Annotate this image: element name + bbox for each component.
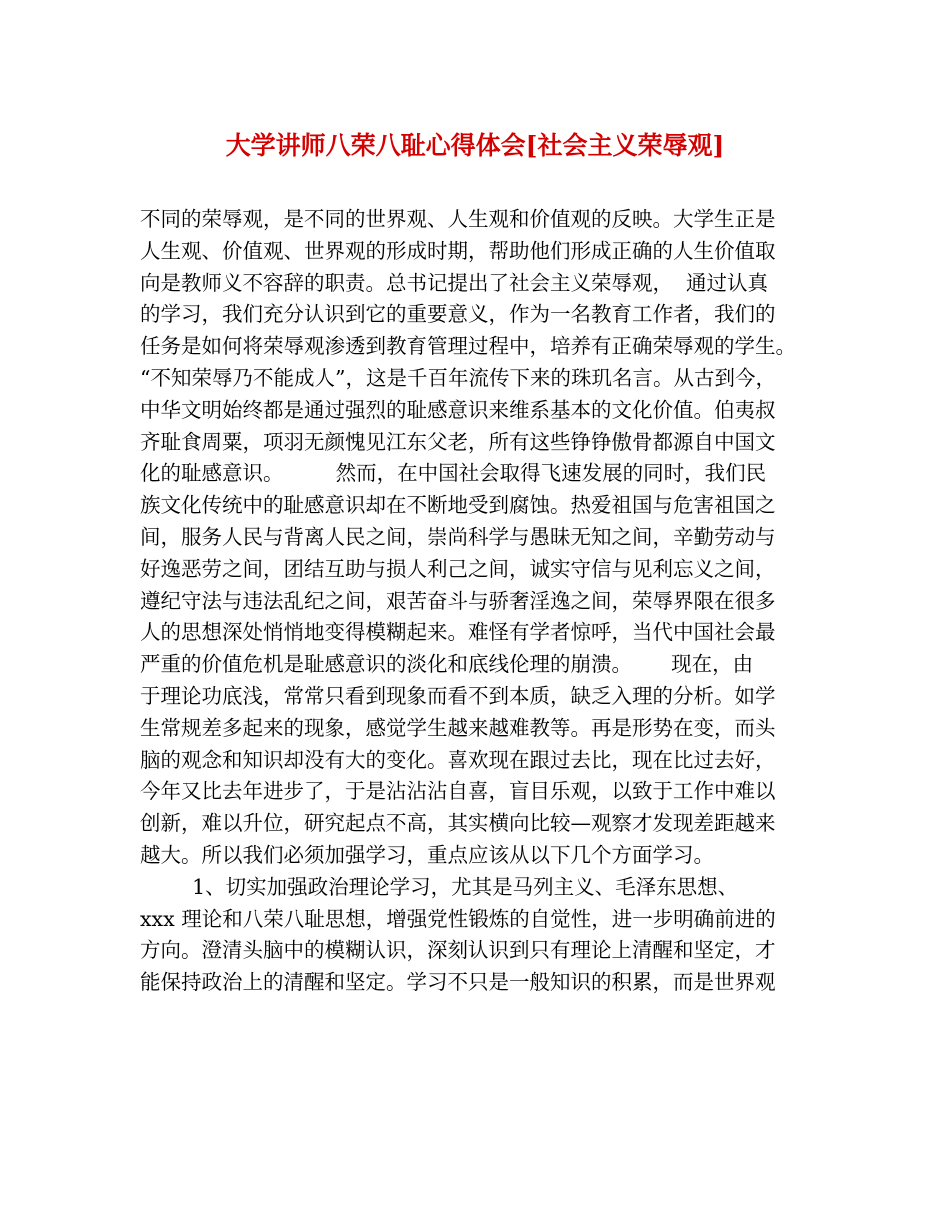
body-line: 齐耻食周粟，项羽无颜愧见江东父老，所有这些铮铮傲骨都源自中国文	[140, 429, 776, 454]
document-title: 大学讲师八荣八耻心得体会[社会主义荣辱观]	[225, 131, 725, 160]
body-line: 1、切实加强政治理论学习，尤其是马列主义、毛泽东思想、	[140, 874, 739, 899]
body-line: 间，服务人民与背离人民之间，崇尚科学与愚昧无知之间，辛勤劳动与	[140, 524, 776, 549]
body-line: 方向。澄清头脑中的模糊认识，深刻认识到只有理论上清醒和坚定，才	[140, 938, 776, 963]
body-line: 创新，难以升位，研究起点不高，其实横向比较—观察才发现差距越来	[140, 811, 776, 836]
body-line: 生常规差多起来的现象，感觉学生越来越难教等。再是形势在变，而头	[140, 715, 776, 740]
body-line: 好逸恶劳之间，团结互助与损人利己之间，诚实守信与见利忘义之间，	[140, 556, 776, 581]
body-line: 严重的价值危机是耻感意识的淡化和底线伦理的崩溃。 现在，由	[140, 652, 754, 677]
body-line: 人的思想深处悄悄地变得模糊起来。难怪有学者惊呼，当代中国社会最	[140, 620, 776, 645]
body-line: 不同的荣辱观，是不同的世界观、人生观和价值观的反映。大学生正是	[140, 207, 776, 231]
body-line: 族文化传统中的耻感意识却在不断地受到腐蚀。热爱祖国与危害祖国之	[140, 493, 776, 518]
body-line: 的学习，我们充分认识到它的重要意义，作为一名教育工作者，我们的	[140, 302, 776, 327]
body-line: 中华文明始终都是通过强烈的耻感意识来维系基本的文化价值。伯夷叔	[140, 397, 776, 422]
body-line: 于理论功底浅，常常只看到现象而看不到本质，缺乏入理的分析。如学	[140, 683, 776, 708]
body-line: 遵纪守法与违法乱纪之间，艰苦奋斗与骄奢淫逸之间，荣辱界限在很多	[140, 588, 776, 613]
body-line: 脑的观念和知识却没有大的变化。喜欢现在跟过去比，现在比过去好，	[140, 747, 776, 772]
body-line: 越大。所以我们必须加强学习，重点应该从以下几个方面学习。	[140, 842, 714, 867]
body-line: 化的耻感意识。 然而，在中国社会取得飞速发展的同时，我们民	[140, 461, 767, 486]
body-line: “不知荣辱乃不能成人”，这是千百年流传下来的珠玑名言。从古到今，	[140, 365, 776, 390]
body-line: xxx 理论和八荣八耻思想，增强党性锻炼的自觉性，进一步明确前进的	[140, 906, 776, 931]
body-line: 人生观、价值观、世界观的形成时期，帮助他们形成正确的人生价值取	[140, 238, 776, 263]
document-body	[140, 204, 840, 999]
body-line: 向是教师义不容辞的职责。总书记提出了社会主义荣辱观， 通过认真	[140, 270, 769, 295]
body-line: 任务是如何将荣辱观渗透到教育管理过程中，培养有正确荣辱观的学生。	[140, 334, 796, 359]
body-line: 能保持政治上的清醒和坚定。学习不只是一般知识的积累，而是世界观	[140, 970, 776, 995]
body-line: 今年又比去年进步了，于是沾沾沾自喜，盲目乐观，以致于工作中难以	[140, 779, 776, 804]
